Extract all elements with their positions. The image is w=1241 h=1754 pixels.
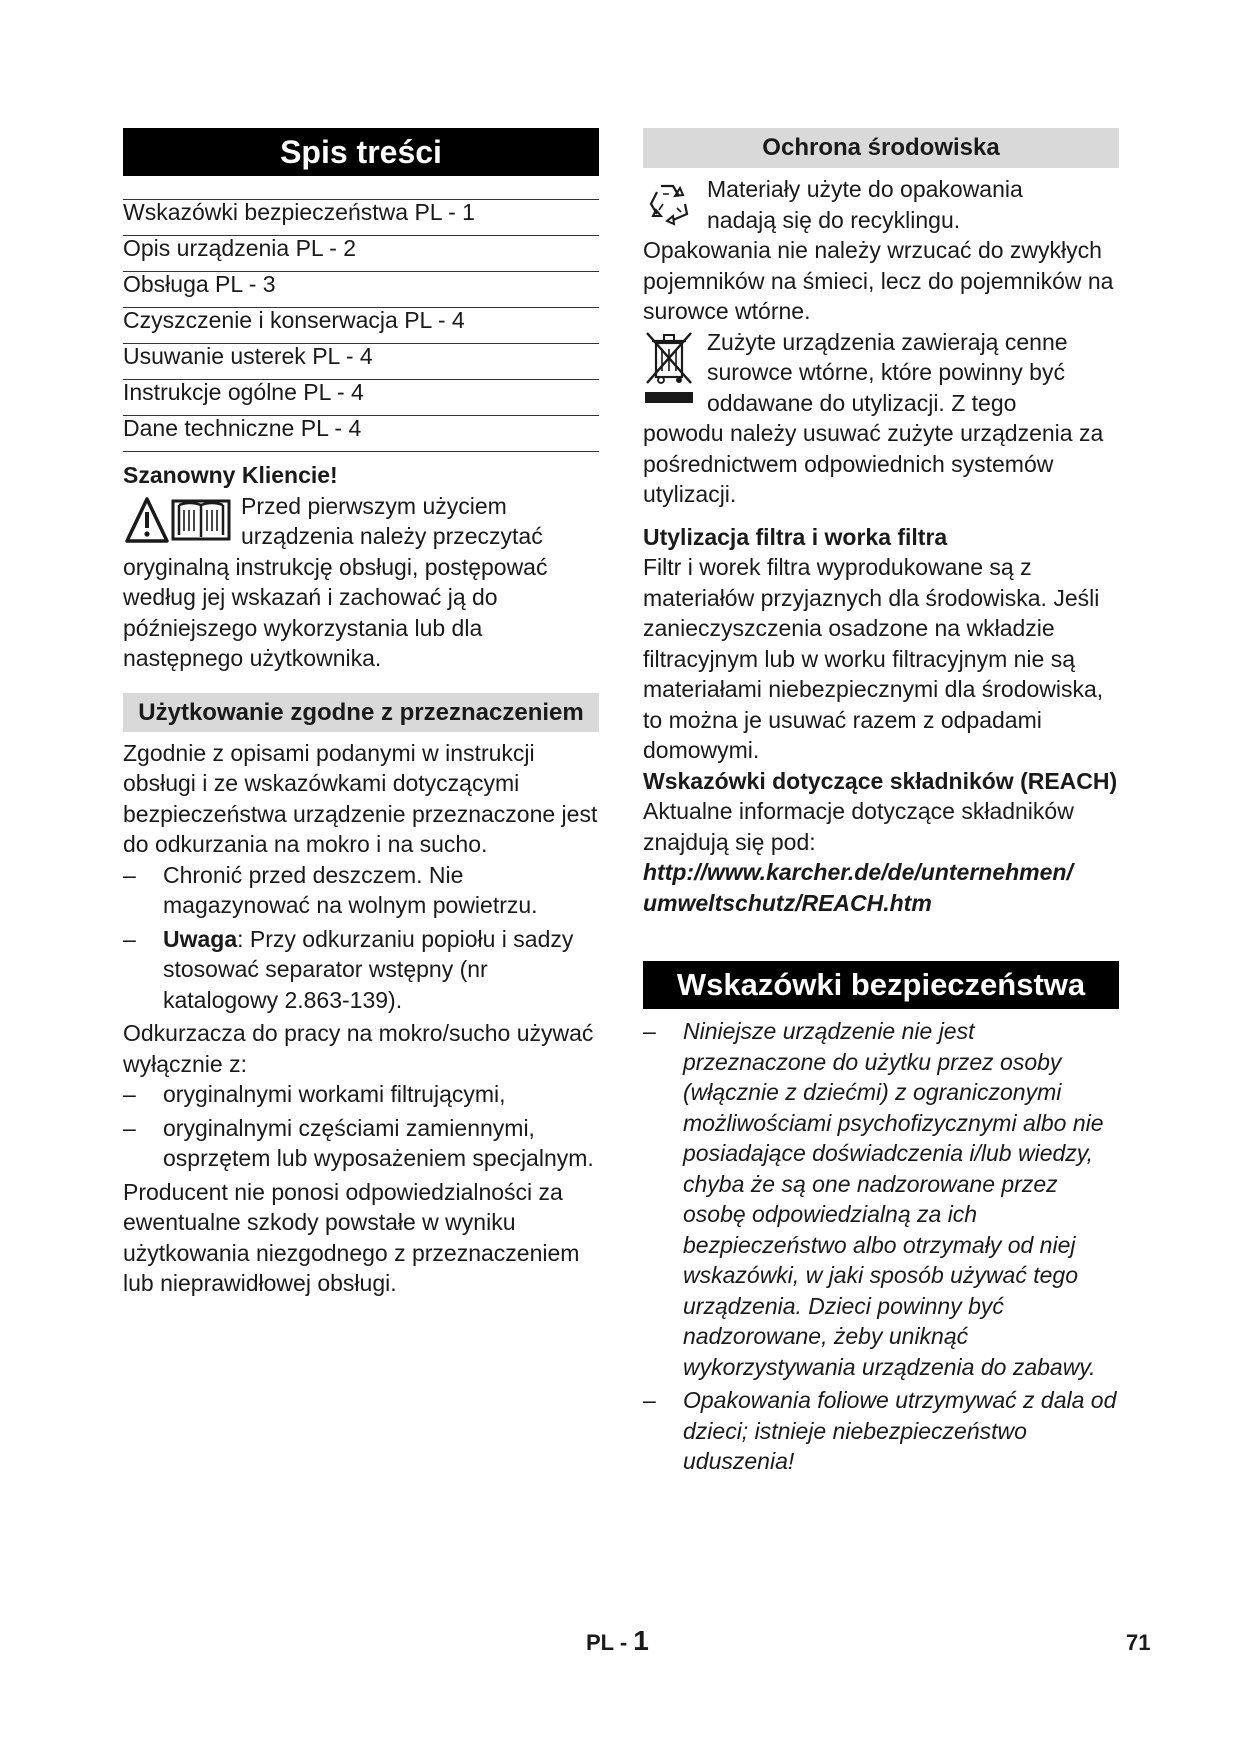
- reach-heading: Wskazówki dotyczące składników (REACH): [643, 767, 1118, 794]
- reach-paragraph: Aktualne informacje dotyczące składników znajdują się pod:: [643, 798, 1074, 855]
- footer-section-page: 1: [633, 1625, 649, 1656]
- toc-item-cleaning[interactable]: Czyszczenie i konserwacja PL - 4: [123, 308, 599, 344]
- intro-line-1: Przed pierwszym użyciem: [241, 492, 507, 519]
- list-item-rain: [123, 860, 599, 921]
- footer-lang: PL -: [586, 1630, 628, 1655]
- footer-section-label: [586, 1625, 649, 1657]
- recycle-line-1: Materiały użyte do opakowania: [707, 176, 1023, 202]
- footer-page-number: 71: [1126, 1630, 1151, 1655]
- usage-paragraph: Zgodnie z opisami podanymi w instrukcji obsługi i ze wskazówkami dotyczącymi bezpieczeństwa urządzenie przeznaczone jest do odkurzania na mokro i na sucho.: [123, 739, 598, 857]
- greeting: Szanowny Kliencie!: [123, 462, 338, 488]
- warning-manual-icon: [123, 493, 233, 550]
- safety-item-2-text: Opakowania foliowe utrzymywać z dala od dzieci; istnieje niebezpieczeństwo uduszenia!: [683, 1387, 1117, 1474]
- liability-paragraph: Producent nie ponosi odpowiedzialności za ewentualne szkody powstałe w wyniku użytkowania niezgodnego z przeznaczeniem lub nieprawidłowej obsługi.: [123, 1178, 580, 1296]
- weee-line-2: surowce wtórne, które powinny być: [707, 359, 1065, 385]
- intro-line-2: urządzenia należy przeczytać: [241, 523, 543, 549]
- reach-link[interactable]: [643, 857, 1119, 918]
- weee-line-1: Zużyte urządzenia zawierają cenne: [707, 328, 1068, 355]
- toc-item-technical[interactable]: Dane techniczne PL - 4: [123, 416, 599, 452]
- safety-item-2: [643, 1385, 1119, 1477]
- intro-rest: oryginalną instrukcję obsługi, postępować według jej wskazań i zachować ją do późniejszego wykorzystania lub dla następnego użytkownika.: [123, 553, 548, 671]
- crossed-bin-icon: [643, 329, 695, 414]
- weee-line-3: oddawane do utylizacji. Z tego: [707, 389, 1017, 416]
- left-column: [123, 128, 599, 1299]
- dash-glyph: –: [643, 1018, 656, 1044]
- dash-glyph: –: [123, 1114, 136, 1141]
- toc-item-operation[interactable]: Obsługa PL - 3: [123, 272, 599, 308]
- reach-link-line-2[interactable]: umweltschutz/REACH.htm: [643, 889, 932, 916]
- toc-title: Spis treści: [123, 128, 599, 176]
- toc-item-troubleshooting[interactable]: Usuwanie usterek PL - 4: [123, 344, 599, 380]
- rain-text: Chronić przed deszczem. Nie magazynować na wolnym powietrzu.: [163, 861, 538, 918]
- dash-glyph: –: [123, 925, 136, 952]
- parts-text: oryginalnymi częściami zamiennymi, osprzętem lub wyposażeniem specjalnym.: [163, 1114, 594, 1171]
- toc-item-description[interactable]: Opis urządzenia PL - 2: [123, 236, 599, 272]
- recycle-icon: [643, 180, 693, 233]
- dash-glyph: –: [123, 861, 136, 888]
- right-column: [643, 128, 1119, 1477]
- recycle-line-2: nadają się do recyklingu.: [707, 206, 961, 233]
- intro-paragraph: [123, 491, 599, 674]
- recycle-paragraph: [643, 174, 1119, 327]
- weee-rest: powodu należy usuwać zużyte urządzenia za pośrednictwem odpowiednich systemów utylizacji.: [643, 420, 1104, 507]
- filter-paragraph: Filtr i worek filtra wyprodukowane są z materiałów przyjaznych dla środowiska. Jeśli zanieczyszczenia osadzone na wkładzie filtracyjnym lub w worku filtracyjnym nie są materiałami niebezpiecznymi dla środowiska, to można je usuwać razem z odpadami domowymi.: [643, 554, 1104, 763]
- reach-link-line-1[interactable]: http://www.karcher.de/de/unternehmen/: [643, 859, 1073, 885]
- dash-glyph: –: [123, 1081, 136, 1107]
- toc-item-general[interactable]: Instrukcje ogólne PL - 4: [123, 380, 599, 416]
- dash-glyph: –: [643, 1387, 656, 1413]
- bags-text: oryginalnymi workami filtrującymi,: [163, 1081, 506, 1107]
- safety-title: Wskazówki bezpieczeństwa: [643, 961, 1119, 1009]
- table-of-contents: [123, 199, 599, 452]
- list-item-bags: [123, 1079, 599, 1110]
- weee-paragraph: [643, 327, 1119, 510]
- filter-heading: Utylizacja filtra i worka filtra: [643, 523, 948, 550]
- toc-item-safety[interactable]: Wskazówki bezpieczeństwa PL - 1: [123, 200, 599, 236]
- wetdry-paragraph: Odkurzacza do pracy na mokro/sucho używać wyłącznie z:: [123, 1020, 594, 1077]
- list-item-parts: [123, 1113, 599, 1174]
- safety-item-1: [643, 1016, 1119, 1382]
- list-item-note: [123, 924, 599, 1016]
- environment-heading: Ochrona środowiska: [643, 128, 1119, 168]
- note-label: Uwaga: [163, 925, 238, 952]
- usage-heading: Użytkowanie zgodne z przeznaczeniem: [123, 693, 599, 732]
- recycle-rest: Opakowania nie należy wrzucać do zwykłych pojemników na śmieci, lecz do pojemników na surowce wtórne.: [643, 237, 1114, 324]
- note-text: : Przy odkurzaniu popiołu i sadzy stosować separator wstępny (nr katalogowy 2.863-139).: [163, 925, 574, 1013]
- safety-item-1-text: Niniejsze urządzenie nie jest przeznaczone do użytku przez osoby (włącznie z dziećmi) z ograniczonymi możliwościami psychofizycznymi albo nie posiadające doświadczenia i/lub wiedzy, chyba że są one nadzorowane przez osobę odpowiedzialną za ich bezpieczeństwo albo otrzymały od niej wskazówki, w jaki sposób używać tego urządzenia. Dzieci powinny być nadzorowane, żeby uniknąć wykorzystywania urządzenia do zabawy.: [683, 1018, 1104, 1380]
